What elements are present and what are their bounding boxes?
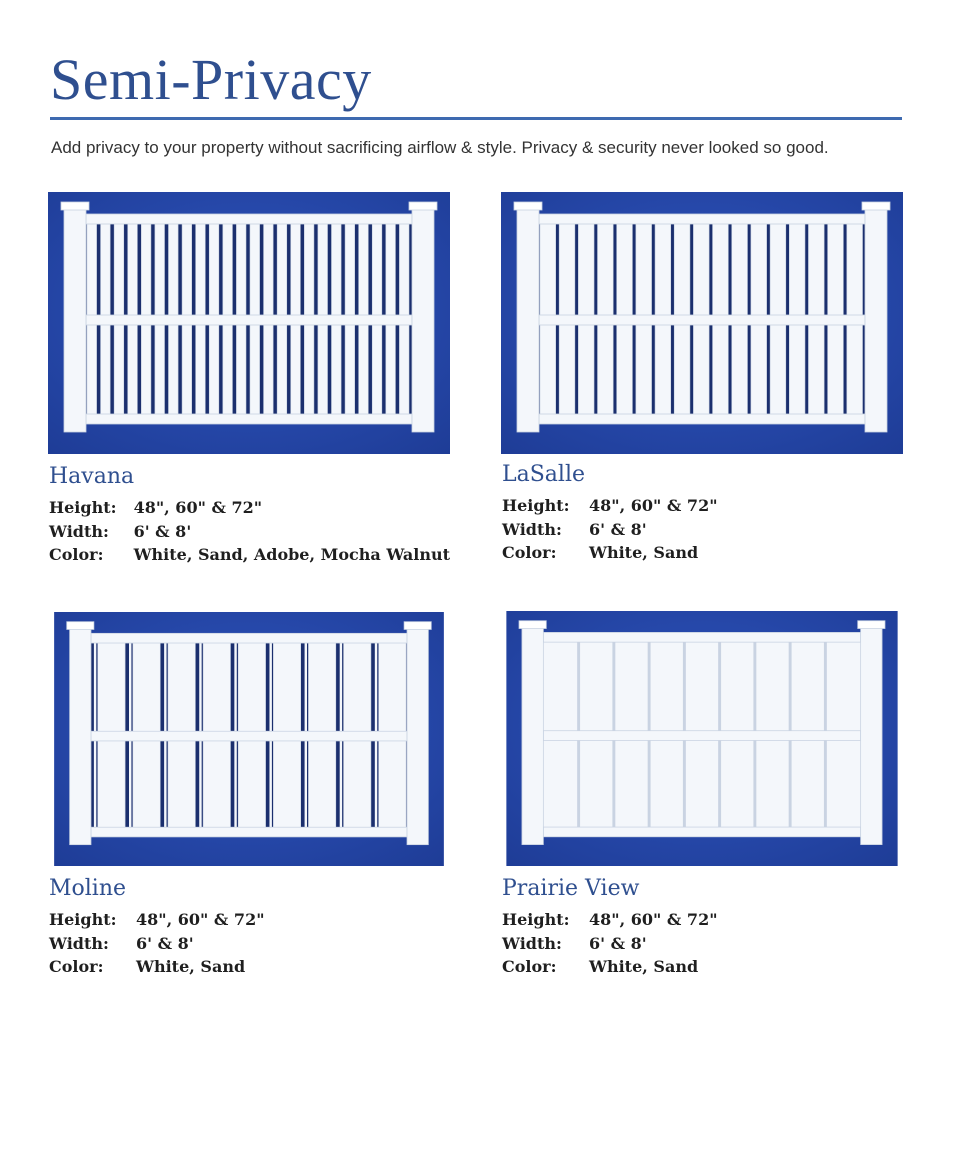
- bottom-rail: [86, 414, 412, 424]
- product-card-prairie-view: [501, 611, 903, 979]
- left-post: [70, 626, 91, 845]
- spec-row-width: [502, 518, 718, 542]
- spec-row-color: [502, 541, 718, 565]
- product-name: Prairie View: [502, 876, 640, 901]
- spec-row-height: [49, 496, 450, 520]
- intro-text: Add privacy to your property without sacrificing airflow & style. Privacy & security never looked so good.: [51, 138, 829, 157]
- spec-table: [502, 494, 718, 565]
- color-value: White, Sand, Adobe, Mocha Walnut: [133, 545, 450, 565]
- top-rail: [539, 214, 865, 224]
- color-label: Color:: [502, 957, 557, 977]
- spec-row-height: [502, 494, 718, 518]
- mid-rail: [539, 315, 865, 325]
- product-name: LaSalle: [502, 462, 586, 487]
- spec-table: [49, 496, 450, 567]
- color-value: White, Sand: [589, 957, 699, 977]
- width-label: Width:: [49, 933, 109, 953]
- top-rail: [91, 633, 407, 643]
- height-value: 48", 60" & 72": [589, 496, 718, 516]
- height-value: 48", 60" & 72": [589, 910, 718, 930]
- product-card-lasalle: [501, 190, 903, 565]
- product-name: Moline: [49, 876, 127, 901]
- bottom-rail: [539, 414, 865, 424]
- post-cap: [404, 622, 431, 630]
- height-label: Height:: [49, 498, 117, 518]
- right-post: [412, 206, 434, 432]
- spec-table: [49, 908, 265, 979]
- height-value: 48", 60" & 72": [133, 498, 263, 518]
- spec-row-width: [49, 932, 265, 956]
- spec-table: [502, 908, 718, 979]
- height-label: Height:: [502, 496, 570, 516]
- fence-photo-prairie-view: [501, 611, 903, 866]
- color-label: Color:: [49, 957, 104, 977]
- fence-photo-havana: [48, 192, 450, 454]
- spec-row-color: [49, 543, 450, 567]
- fence-photo-lasalle: [501, 190, 903, 456]
- width-value: 6' & 8': [589, 519, 647, 539]
- mid-rail: [543, 731, 860, 741]
- product-card-moline: [48, 612, 450, 979]
- spec-row-width: [49, 520, 450, 544]
- width-label: Width:: [502, 519, 562, 539]
- spec-row-height: [502, 908, 718, 932]
- mid-rail: [91, 731, 407, 741]
- spec-row-width: [502, 932, 718, 956]
- page-title: Semi-Privacy: [50, 47, 372, 112]
- product-name: Havana: [49, 464, 135, 489]
- height-label: Height:: [49, 910, 117, 930]
- post-cap: [67, 622, 94, 630]
- width-value: 6' & 8': [136, 933, 194, 953]
- top-rail: [543, 632, 860, 642]
- title-divider: [50, 117, 902, 120]
- mid-rail: [86, 315, 412, 325]
- color-label: Color:: [502, 543, 557, 563]
- width-value: 6' & 8': [133, 521, 192, 541]
- top-rail: [86, 214, 412, 224]
- color-value: White, Sand: [136, 957, 246, 977]
- product-card-havana: [48, 192, 450, 567]
- width-label: Width:: [502, 933, 562, 953]
- fence-photo-moline: [48, 612, 450, 866]
- left-post: [517, 206, 539, 432]
- spec-row-color: [49, 955, 265, 979]
- left-post: [64, 206, 86, 432]
- spec-row-color: [502, 955, 718, 979]
- right-post: [865, 206, 887, 432]
- color-value: White, Sand: [589, 543, 699, 563]
- width-value: 6' & 8': [589, 933, 647, 953]
- color-label: Color:: [49, 545, 104, 565]
- bottom-rail: [91, 827, 407, 837]
- post-cap: [409, 202, 437, 210]
- post-cap: [519, 621, 546, 629]
- spec-row-height: [49, 908, 265, 932]
- bottom-rail: [543, 827, 860, 837]
- post-cap: [858, 621, 885, 629]
- post-cap: [862, 202, 890, 210]
- left-post: [522, 625, 543, 845]
- post-cap: [514, 202, 542, 210]
- right-post: [407, 626, 428, 845]
- post-cap: [61, 202, 89, 210]
- height-label: Height:: [502, 910, 570, 930]
- height-value: 48", 60" & 72": [136, 910, 265, 930]
- width-label: Width:: [49, 521, 109, 541]
- right-post: [861, 625, 882, 845]
